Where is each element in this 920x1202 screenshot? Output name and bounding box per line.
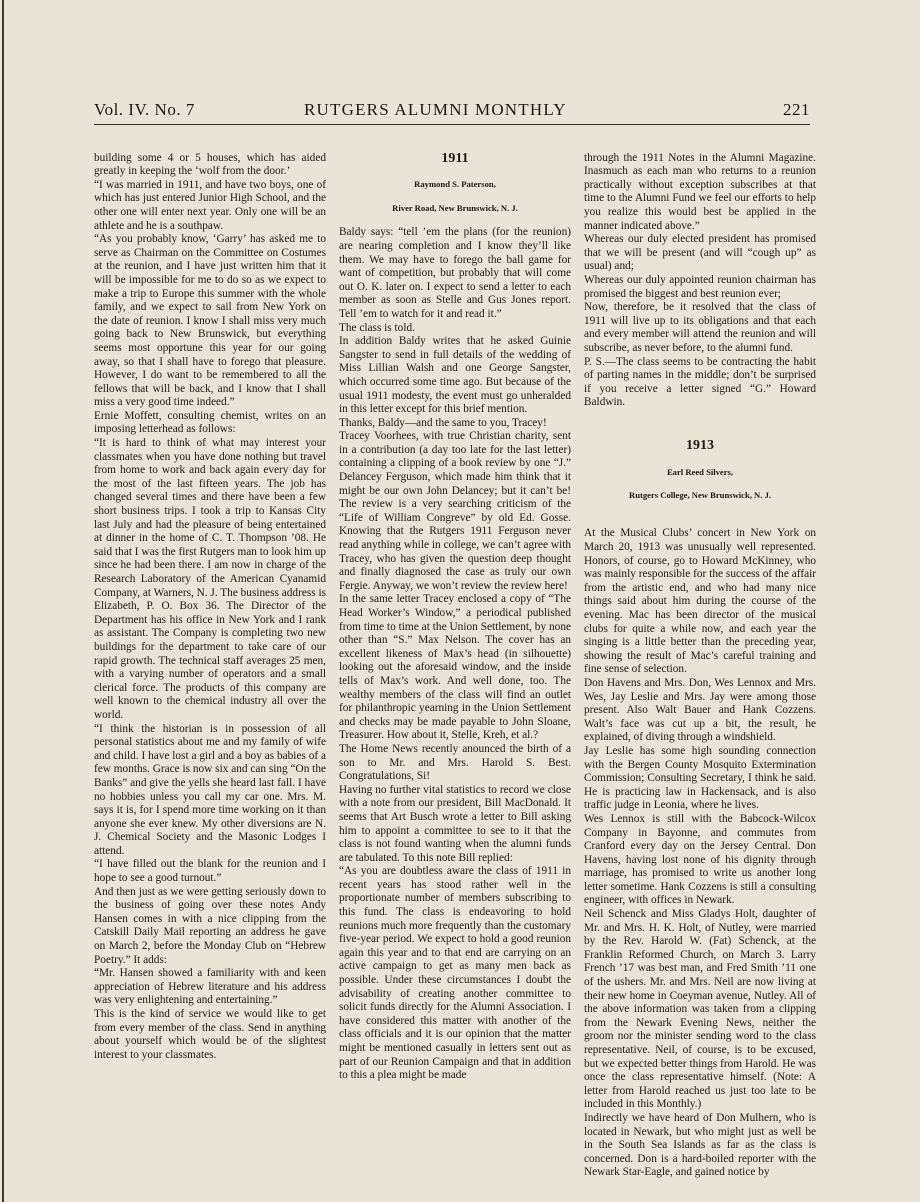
column-3	[584, 138, 816, 1194]
class-1913-heading: 1913	[686, 438, 714, 454]
column-1	[94, 138, 326, 1076]
column-2-text: Baldy says: “tell ’em the plans (for the reunion) are nearing completion and I know they’ll like them. We may have to forego the ball game for want of competition, but probably that will come out O. K. later on. I expect to send a letter to each member as soon as Stelle and Gus Jones report. Tell ’em to watch for it and read it.” The class is told. In addition Baldy writes that he asked Guinie Sangster to send in full details of the wedding of Miss Lillian Walsh and one George Sangster, which occurred some time ago. But because of the usual 1911 modesty, the event must go unheralded in this letter except for this brief mention. Thanks, Baldy—and the same to you, Tracey! Tracey Voorhees, with true Christian charity, sent in a contribution (a day too late for the last letter) containing a clipping of a book review by one “J.” Delancey Ferguson, which made him think that it might be our own John Delancey; but it can’t be! The review is a very searching criticism of the “Life of William Congreve” by old Ed. Gosse. Knowing that the Rutgers 1911 Ferguson never read anything while in college, we can’t agree with Tracey, who has given the question deep thought and finally diagnosed the case as truly our own Fergie. Anyway, we won’t review the review here! In the same letter Tracey enclosed a copy of “The Head Worker’s Window,” a periodical published from time to time at the Union Settlement, by none other than “S.” Max Nelson. The cover has an excellent likeness of Max’s head (in silhouette) looking out the aforesaid window, and the inside tells of Max’s work. And well done, too. The wealthy members of the class will find an outlet for philanthropic yearning in the Union Settlement and checks may be made payable to John Sloane, Treasurer. How about it, Stelle, Kreh, et al.? The Home News recently anounced the birth of a son to Mr. and Mrs. Harold S. Best. Congratulations, Si! Having no further vital statistics to record we close with a note from our president, Bill MacDonald. It seems that Art Busch wrote a letter to Bill asking him to appoint a committee to see to it that the class is not found wanting when the alumni funds are tabulated. To this note Bill replied: “As you are doubtless aware the class of 1911 in recent years has stood rather well in the proportionate number of members subscribing to this fund. The class is endeavoring to hold reunions much more frequently than the customary five-year period. We expect to hold a good reunion again this year and to that end are carrying on an active campaign to get as many men back as possible. Under these circumstances I doubt the advisability of creating another committee to solicit funds directly for the Alumni Association. I have considered this matter with another of the class officials and it is our opinion that the matter might be mentioned casually in letters sent out as part of our Reunion Campaign and that in addition to this a plea might be made	[339, 226, 571, 1082]
class-1911-secretary-name: Raymond S. Paterson,	[414, 179, 496, 190]
class-1913-header-block	[584, 425, 816, 513]
column-3-text-bottom: At the Musical Clubs’ concert in New York on March 20, 1913 was unusually well represented. Honors, of course, go to Howard McKinney, who was mainly responsible for the success of the affair from the artistic end, and who had many nice things said about him during the course of the evening. Mac has been director of the musical clubs for quite a while now, and each year the singing is a little better than the preceding year, showing the result of Mac’s careful training and fine sense of selection. Don Havens and Mrs. Don, Wes Lennox and Mrs. Wes, Jay Leslie and Mrs. Jay were among those present. Also Walt Bauer and Hank Cozzens. Walt’s face was cut up a bit, the result, he explained, of diving through a windshield. Jay Leslie has some high sounding connection with the Bergen County Mosquito Extermination Commission; Consulting Secretary, I think he said. He is practicing law in Hackensack, and is also traffic judge in Leonia, where he lives. Wes Lennox is still with the Babcock-Wilcox Company in Bayonne, and commutes from Cranford every day on the Jersey Central. Don Havens, having lost none of his dignity through marriage, has promised to write us another long letter sometime. Hank Cozzens is still a consulting engineer, with offices in Newark. Neil Schenck and Miss Gladys Holt, daughter of Mr. and Mrs. H. K. Holt, of Nutley, were married by the Rev. Harold W. (Fat) Schenck, at the Franklin Reformed Church, on March 3. Larry French ’17 was best man, and Fred Smith ’11 one of the ushers. Mr. and Mrs. Neil are now living at their new home in Coeyman avenue, Nutley. All of the above information was taken from a clipping from the Newark Evening News, neither the groom nor the minister sending word to the class representative. Neil, of course, is to be excused, but we expected better things from Harold. He was once the class representative himself. (Note: A letter from Harold reached us just too late to be included in this Monthly.) Indirectly we have heard of Don Mulhern, who is located in Newark, but who might just as well be in the South Sea Islands as far as the class is concerned. Don is a hard-boiled reporter with the Newark Star-Eagle, and gained notice by	[584, 527, 816, 1179]
class-1913-secretary-address: Rutgers College, New Brunswick, N. J.	[628, 490, 772, 501]
volume-number: Vol. IV. No. 7	[94, 100, 195, 119]
column-1-text: building some 4 or 5 houses, which has aided greatly in keeping the ‘wolf from the door.’ “I was married in 1911, and have two boys, one of which has just entered Junior High School, and the other one will enter next year. Only one will be an athlete and he is a southpaw. “As you probably know, ‘Garry’ has asked me to serve as Chairman on the Committee on Costumes at the reunion, and I have just written him that it will be impossible for me to do so as we expect to make a trip to Europe this summer with the whole family, and we expect to sail from New York on the date of reunion. I know I shall miss very much going back to New Brunswick, but everything seems most opportune this year for our going away, so that I shall have to forego that pleasure. However, I do want to be remembered to all the fellows that will be back, and I know that I shall miss a very good time indeed.” Ernie Moffett, consulting chemist, writes on an imposing letterhead as follows: “It is hard to think of what may interest your classmates when you have done nothing but travel from home to work and back again every day for the most of the last fifteen years. The job has changed several times and there have been a few short business trips. I took a trip to Kansas City last July and had the pleasure of being entertained at dinner in the home of C. T. Thompson ’08. He said that I was the first Rutgers man to look him up since he had been there. I am now in charge of the Research Laboratory of the American Cyanamid Company, at Warners, N. J. The business address is Elizabeth, P. O. Box 36. The Director of the Department has his office in New York and I rank as assistant. The Company is completing two new buildings for the department to take care of our rapid growth. The technical staff averages 25 men, with a varying number of operators and a small clerical force. The products of this company are well known to the chemical industry all over the world. “I think the historian is in possession of all personal statistics about me and my family of wife and child. I have lost a girl and a boy as babies of a few months. Grace is now six and can sing “On the Banks” and give the yells she heard last fall. I have no hobbies unless you call my car one. Mrs. M. says it is, for I spend more time working on it than anyone she ever knew. My other diversions are N. J. Chemical Society and the Masonic Lodges I attend. “I have filled out the blank for the reunion and I hope to see a good turnout.” And then just as we were getting seriously down to the business of going over these notes Andy Hansen comes in with a nice clipping from the Catskill Daily Mail reporting an address he gave on March 2, before the Monday Club on “Hebrew Poetry.” It adds: “Mr. Hansen showed a familiarity with and keen appreciation of Hebrew literature and his address was very enlightening and entertaining.” This is the kind of service we would like to get from every member of the class. Send in anything about yourself which would be of the slightest interest to your classmates.	[94, 151, 327, 1061]
class-1913-secretary-name: Earl Reed Silvers,	[666, 466, 734, 477]
column-3-text-top: through the 1911 Notes in the Alumni Magazine. Inasmuch as each man who returns to a reunion practically without exception subscribes at that time to the Alumni Fund we feel our efforts to help you realize this would best be applied in the manner indicated above.” Whereas our duly elected president has promised that we will be present (and will “cough up” as usual) and; Whereas our duly appointed reunion chairman has promised the biggest and best reunion ever; Now, therefore, be it resolved that the class of 1911 will live up to its obligations and that each and every member will attend the reunion and will subscribe, as never before, to the alumni fund. P. S.—The class seems to be contracting the habit of parting names in the middle; don’t be surprised if you receive a letter signed “G.” Howard Baldwin.	[584, 151, 816, 409]
page-number: 221	[783, 100, 810, 119]
running-header	[94, 98, 810, 124]
class-1911-secretary-address: River Road, New Brunswick, N. J.	[392, 202, 518, 213]
page-edge-line	[2, 0, 4, 1202]
publication-title: RUTGERS ALUMNI MONTHLY	[304, 100, 567, 119]
header-rule	[94, 124, 810, 125]
class-1911-heading: 1911	[441, 150, 469, 166]
column-2	[339, 138, 571, 1096]
